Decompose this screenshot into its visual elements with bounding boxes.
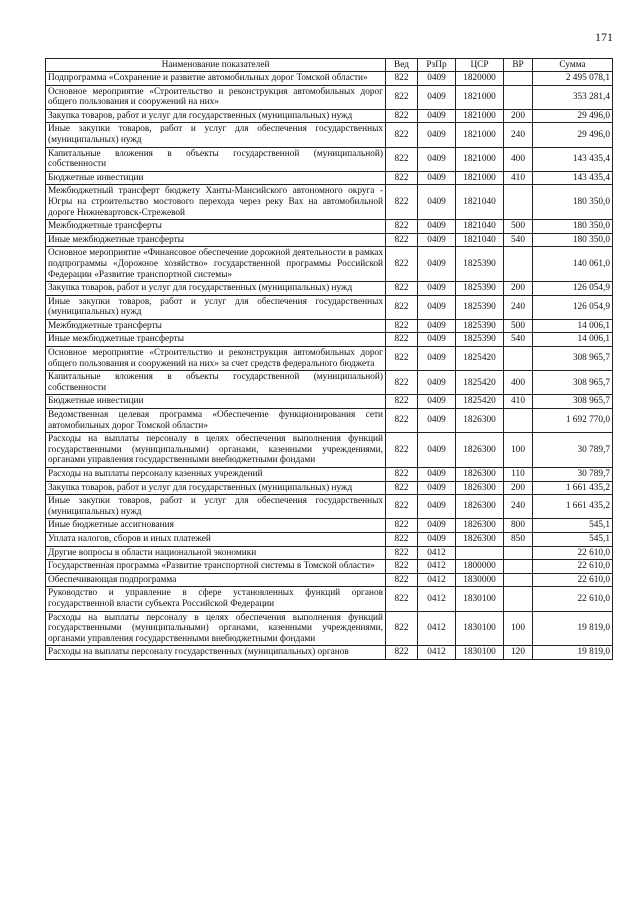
cell-vr: 400 bbox=[504, 147, 533, 171]
cell-ved: 822 bbox=[386, 295, 418, 319]
cell-rzpr: 0412 bbox=[418, 546, 456, 560]
table-row bbox=[46, 611, 613, 646]
table-row bbox=[46, 532, 613, 546]
cell-ved: 822 bbox=[386, 85, 418, 109]
cell-sum: 143 435,4 bbox=[533, 171, 613, 185]
cell-rzpr: 0409 bbox=[418, 109, 456, 123]
header-ved: Вед bbox=[386, 59, 418, 72]
cell-name: Иные закупки товаров, работ и услуг для обеспечения государственных (муниципальных) нужд bbox=[46, 295, 386, 319]
cell-sum: 545,1 bbox=[533, 519, 613, 533]
cell-ved: 822 bbox=[386, 233, 418, 247]
cell-rzpr: 0409 bbox=[418, 247, 456, 282]
cell-csr: 1826300 bbox=[456, 433, 504, 468]
cell-sum: 126 054,9 bbox=[533, 295, 613, 319]
cell-ved: 822 bbox=[386, 220, 418, 234]
table-row bbox=[46, 123, 613, 147]
page-number: 171 bbox=[595, 30, 613, 44]
cell-rzpr: 0409 bbox=[418, 185, 456, 220]
cell-ved: 822 bbox=[386, 371, 418, 395]
cell-csr: 1830100 bbox=[456, 611, 504, 646]
cell-csr: 1820000 bbox=[456, 72, 504, 86]
cell-name: Основное мероприятие «Финансовое обеспечение дорожной деятельности в рамках подпрограммы «Дорожное хозяйство» государственной программы Российской Федерации «Развитие транспортной системы» bbox=[46, 247, 386, 282]
cell-ved: 822 bbox=[386, 546, 418, 560]
table-row bbox=[46, 560, 613, 574]
cell-rzpr: 0409 bbox=[418, 85, 456, 109]
cell-sum: 126 054,9 bbox=[533, 282, 613, 296]
cell-name: Иные межбюджетные трансферты bbox=[46, 233, 386, 247]
cell-vr bbox=[504, 573, 533, 587]
cell-name: Иные закупки товаров, работ и услуг для обеспечения государственных (муниципальных) нужд bbox=[46, 123, 386, 147]
cell-csr: 1821000 bbox=[456, 85, 504, 109]
cell-csr: 1826300 bbox=[456, 468, 504, 482]
cell-name: Закупка товаров, работ и услуг для государственных (муниципальных) нужд bbox=[46, 109, 386, 123]
table-row bbox=[46, 495, 613, 519]
cell-name: Расходы на выплаты персоналу государственных (муниципальных) органов bbox=[46, 646, 386, 660]
cell-sum: 180 350,0 bbox=[533, 220, 613, 234]
table-row bbox=[46, 282, 613, 296]
cell-vr: 500 bbox=[504, 319, 533, 333]
table-row bbox=[46, 72, 613, 86]
cell-sum: 29 496,0 bbox=[533, 109, 613, 123]
cell-csr: 1826300 bbox=[456, 519, 504, 533]
cell-ved: 822 bbox=[386, 433, 418, 468]
cell-name: Расходы на выплаты персоналу в целях обеспечения выполнения функций государственными (муниципальными) органами, казенными учреждениями, органами управления государственными внебюджетными фондами bbox=[46, 611, 386, 646]
table-row bbox=[46, 573, 613, 587]
cell-ved: 822 bbox=[386, 347, 418, 371]
table-row bbox=[46, 409, 613, 433]
table-row bbox=[46, 433, 613, 468]
table-row bbox=[46, 295, 613, 319]
table-row bbox=[46, 233, 613, 247]
cell-vr bbox=[504, 560, 533, 574]
cell-csr: 1825390 bbox=[456, 282, 504, 296]
cell-vr bbox=[504, 85, 533, 109]
cell-vr: 100 bbox=[504, 433, 533, 468]
cell-rzpr: 0409 bbox=[418, 519, 456, 533]
cell-rzpr: 0412 bbox=[418, 611, 456, 646]
cell-name: Расходы на выплаты персоналу казенных учреждений bbox=[46, 468, 386, 482]
cell-rzpr: 0409 bbox=[418, 395, 456, 409]
cell-rzpr: 0409 bbox=[418, 233, 456, 247]
cell-csr: 1825390 bbox=[456, 333, 504, 347]
cell-sum: 22 610,0 bbox=[533, 573, 613, 587]
cell-name: Основное мероприятие «Строительство и реконструкция автомобильных дорог общего пользования и сооружений на них» bbox=[46, 85, 386, 109]
cell-vr: 410 bbox=[504, 171, 533, 185]
table-row bbox=[46, 371, 613, 395]
cell-csr: 1821000 bbox=[456, 147, 504, 171]
cell-csr: 1825420 bbox=[456, 371, 504, 395]
cell-ved: 822 bbox=[386, 519, 418, 533]
cell-ved: 822 bbox=[386, 573, 418, 587]
table-row bbox=[46, 147, 613, 171]
table-row bbox=[46, 220, 613, 234]
cell-vr: 540 bbox=[504, 233, 533, 247]
cell-sum: 30 789,7 bbox=[533, 468, 613, 482]
cell-vr: 200 bbox=[504, 481, 533, 495]
cell-name: Бюджетные инвестиции bbox=[46, 171, 386, 185]
cell-rzpr: 0409 bbox=[418, 282, 456, 296]
cell-csr: 1825390 bbox=[456, 247, 504, 282]
table-header-row bbox=[46, 59, 613, 72]
cell-ved: 822 bbox=[386, 409, 418, 433]
cell-rzpr: 0409 bbox=[418, 371, 456, 395]
cell-ved: 822 bbox=[386, 123, 418, 147]
cell-vr: 200 bbox=[504, 109, 533, 123]
cell-vr: 110 bbox=[504, 468, 533, 482]
cell-name: Бюджетные инвестиции bbox=[46, 395, 386, 409]
cell-rzpr: 0409 bbox=[418, 347, 456, 371]
cell-ved: 822 bbox=[386, 532, 418, 546]
table-row bbox=[46, 468, 613, 482]
cell-csr: 1826300 bbox=[456, 409, 504, 433]
cell-rzpr: 0409 bbox=[418, 433, 456, 468]
cell-sum: 19 819,0 bbox=[533, 611, 613, 646]
cell-rzpr: 0409 bbox=[418, 220, 456, 234]
cell-sum: 14 006,1 bbox=[533, 333, 613, 347]
cell-ved: 822 bbox=[386, 147, 418, 171]
cell-vr bbox=[504, 347, 533, 371]
cell-name: Основное мероприятие «Строительство и реконструкция автомобильных дорог общего пользования и сооружений на них» за счет средств федерального бюджета bbox=[46, 347, 386, 371]
cell-sum: 140 061,0 bbox=[533, 247, 613, 282]
cell-vr: 410 bbox=[504, 395, 533, 409]
cell-rzpr: 0409 bbox=[418, 532, 456, 546]
cell-rzpr: 0409 bbox=[418, 123, 456, 147]
cell-csr: 1800000 bbox=[456, 560, 504, 574]
cell-ved: 822 bbox=[386, 560, 418, 574]
cell-csr bbox=[456, 546, 504, 560]
cell-rzpr: 0412 bbox=[418, 646, 456, 660]
table-row bbox=[46, 171, 613, 185]
table-row bbox=[46, 347, 613, 371]
cell-vr bbox=[504, 409, 533, 433]
cell-name: Капитальные вложения в объекты государственной (муниципальной) собственности bbox=[46, 371, 386, 395]
cell-sum: 353 281,4 bbox=[533, 85, 613, 109]
cell-vr: 400 bbox=[504, 371, 533, 395]
cell-sum: 22 610,0 bbox=[533, 587, 613, 611]
cell-ved: 822 bbox=[386, 319, 418, 333]
cell-ved: 822 bbox=[386, 495, 418, 519]
cell-vr: 240 bbox=[504, 295, 533, 319]
cell-name: Капитальные вложения в объекты государственной (муниципальной) собственности bbox=[46, 147, 386, 171]
cell-sum: 22 610,0 bbox=[533, 546, 613, 560]
cell-sum: 308 965,7 bbox=[533, 395, 613, 409]
cell-csr: 1821040 bbox=[456, 233, 504, 247]
cell-rzpr: 0412 bbox=[418, 560, 456, 574]
cell-csr: 1830100 bbox=[456, 646, 504, 660]
header-vr: ВР bbox=[504, 59, 533, 72]
cell-name: Расходы на выплаты персоналу в целях обеспечения выполнения функций государственными (муниципальными) органами, казенными учреждениями, органами управления государственными внебюджетными фондами bbox=[46, 433, 386, 468]
cell-vr bbox=[504, 72, 533, 86]
cell-sum: 1 661 435,2 bbox=[533, 481, 613, 495]
budget-table bbox=[45, 58, 613, 660]
cell-vr bbox=[504, 185, 533, 220]
cell-name: Ведомственная целевая программа «Обеспечение функционирования сети автомобильных дорог Томской области» bbox=[46, 409, 386, 433]
cell-ved: 822 bbox=[386, 171, 418, 185]
cell-rzpr: 0409 bbox=[418, 333, 456, 347]
cell-rzpr: 0409 bbox=[418, 495, 456, 519]
cell-sum: 545,1 bbox=[533, 532, 613, 546]
table-row bbox=[46, 519, 613, 533]
cell-rzpr: 0409 bbox=[418, 481, 456, 495]
cell-vr: 540 bbox=[504, 333, 533, 347]
cell-csr: 1825420 bbox=[456, 347, 504, 371]
cell-name: Межбюджетные трансферты bbox=[46, 220, 386, 234]
cell-vr: 850 bbox=[504, 532, 533, 546]
cell-ved: 822 bbox=[386, 333, 418, 347]
cell-rzpr: 0409 bbox=[418, 319, 456, 333]
cell-vr: 120 bbox=[504, 646, 533, 660]
cell-sum: 180 350,0 bbox=[533, 233, 613, 247]
cell-rzpr: 0412 bbox=[418, 587, 456, 611]
cell-rzpr: 0409 bbox=[418, 409, 456, 433]
cell-vr bbox=[504, 587, 533, 611]
cell-sum: 2 495 078,1 bbox=[533, 72, 613, 86]
cell-name: Иные бюджетные ассигнования bbox=[46, 519, 386, 533]
cell-name: Подпрограмма «Сохранение и развитие автомобильных дорог Томской области» bbox=[46, 72, 386, 86]
cell-name: Закупка товаров, работ и услуг для государственных (муниципальных) нужд bbox=[46, 481, 386, 495]
table-row bbox=[46, 646, 613, 660]
cell-csr: 1825390 bbox=[456, 319, 504, 333]
table-row bbox=[46, 587, 613, 611]
cell-ved: 822 bbox=[386, 282, 418, 296]
cell-sum: 22 610,0 bbox=[533, 560, 613, 574]
cell-sum: 29 496,0 bbox=[533, 123, 613, 147]
cell-csr: 1830000 bbox=[456, 573, 504, 587]
cell-ved: 822 bbox=[386, 185, 418, 220]
cell-sum: 14 006,1 bbox=[533, 319, 613, 333]
cell-ved: 822 bbox=[386, 72, 418, 86]
cell-name: Иные межбюджетные трансферты bbox=[46, 333, 386, 347]
table-row bbox=[46, 85, 613, 109]
cell-sum: 1 661 435,2 bbox=[533, 495, 613, 519]
cell-vr: 100 bbox=[504, 611, 533, 646]
cell-csr: 1826300 bbox=[456, 495, 504, 519]
table-row bbox=[46, 333, 613, 347]
cell-name: Другие вопросы в области национальной экономики bbox=[46, 546, 386, 560]
cell-rzpr: 0409 bbox=[418, 147, 456, 171]
header-rzpr: РзПр bbox=[418, 59, 456, 72]
table-row bbox=[46, 185, 613, 220]
cell-rzpr: 0412 bbox=[418, 573, 456, 587]
cell-ved: 822 bbox=[386, 481, 418, 495]
cell-sum: 1 692 770,0 bbox=[533, 409, 613, 433]
cell-sum: 30 789,7 bbox=[533, 433, 613, 468]
cell-sum: 180 350,0 bbox=[533, 185, 613, 220]
cell-name: Закупка товаров, работ и услуг для государственных (муниципальных) нужд bbox=[46, 282, 386, 296]
cell-ved: 822 bbox=[386, 468, 418, 482]
table-row bbox=[46, 395, 613, 409]
header-name: Наименование показателей bbox=[46, 59, 386, 72]
cell-ved: 822 bbox=[386, 109, 418, 123]
cell-csr: 1826300 bbox=[456, 532, 504, 546]
cell-name: Государственная программа «Развитие транспортной системы в Томской области» bbox=[46, 560, 386, 574]
table-row bbox=[46, 319, 613, 333]
cell-csr: 1826300 bbox=[456, 481, 504, 495]
cell-vr: 240 bbox=[504, 123, 533, 147]
cell-name: Руководство и управление в сфере установленных функций органов государственной власти субъекта Российской Федерации bbox=[46, 587, 386, 611]
cell-csr: 1821000 bbox=[456, 123, 504, 147]
cell-vr: 200 bbox=[504, 282, 533, 296]
cell-vr bbox=[504, 546, 533, 560]
header-sum: Сумма bbox=[533, 59, 613, 72]
table-row bbox=[46, 481, 613, 495]
cell-vr: 800 bbox=[504, 519, 533, 533]
cell-ved: 822 bbox=[386, 646, 418, 660]
cell-csr: 1830100 bbox=[456, 587, 504, 611]
cell-name: Уплата налогов, сборов и иных платежей bbox=[46, 532, 386, 546]
table-row bbox=[46, 109, 613, 123]
cell-ved: 822 bbox=[386, 395, 418, 409]
cell-name: Межбюджетный трансферт бюджету Ханты-Мансийского автономного округа - Югры на строительство мостового перехода через реку Вах на автомобильной дороге Нижневартовск-Стрежевой bbox=[46, 185, 386, 220]
cell-rzpr: 0409 bbox=[418, 72, 456, 86]
cell-csr: 1825390 bbox=[456, 295, 504, 319]
cell-rzpr: 0409 bbox=[418, 295, 456, 319]
cell-vr bbox=[504, 247, 533, 282]
cell-sum: 308 965,7 bbox=[533, 371, 613, 395]
cell-csr: 1821000 bbox=[456, 109, 504, 123]
cell-rzpr: 0409 bbox=[418, 171, 456, 185]
cell-sum: 308 965,7 bbox=[533, 347, 613, 371]
cell-sum: 143 435,4 bbox=[533, 147, 613, 171]
cell-csr: 1821040 bbox=[456, 220, 504, 234]
table-row bbox=[46, 247, 613, 282]
cell-name: Обеспечивающая подпрограмма bbox=[46, 573, 386, 587]
cell-csr: 1825420 bbox=[456, 395, 504, 409]
cell-rzpr: 0409 bbox=[418, 468, 456, 482]
cell-ved: 822 bbox=[386, 247, 418, 282]
cell-name: Межбюджетные трансферты bbox=[46, 319, 386, 333]
cell-sum: 19 819,0 bbox=[533, 646, 613, 660]
cell-ved: 822 bbox=[386, 587, 418, 611]
header-csr: ЦСР bbox=[456, 59, 504, 72]
cell-vr: 500 bbox=[504, 220, 533, 234]
table-row bbox=[46, 546, 613, 560]
cell-name: Иные закупки товаров, работ и услуг для обеспечения государственных (муниципальных) нужд bbox=[46, 495, 386, 519]
cell-csr: 1821040 bbox=[456, 185, 504, 220]
cell-csr: 1821000 bbox=[456, 171, 504, 185]
cell-ved: 822 bbox=[386, 611, 418, 646]
cell-vr: 240 bbox=[504, 495, 533, 519]
